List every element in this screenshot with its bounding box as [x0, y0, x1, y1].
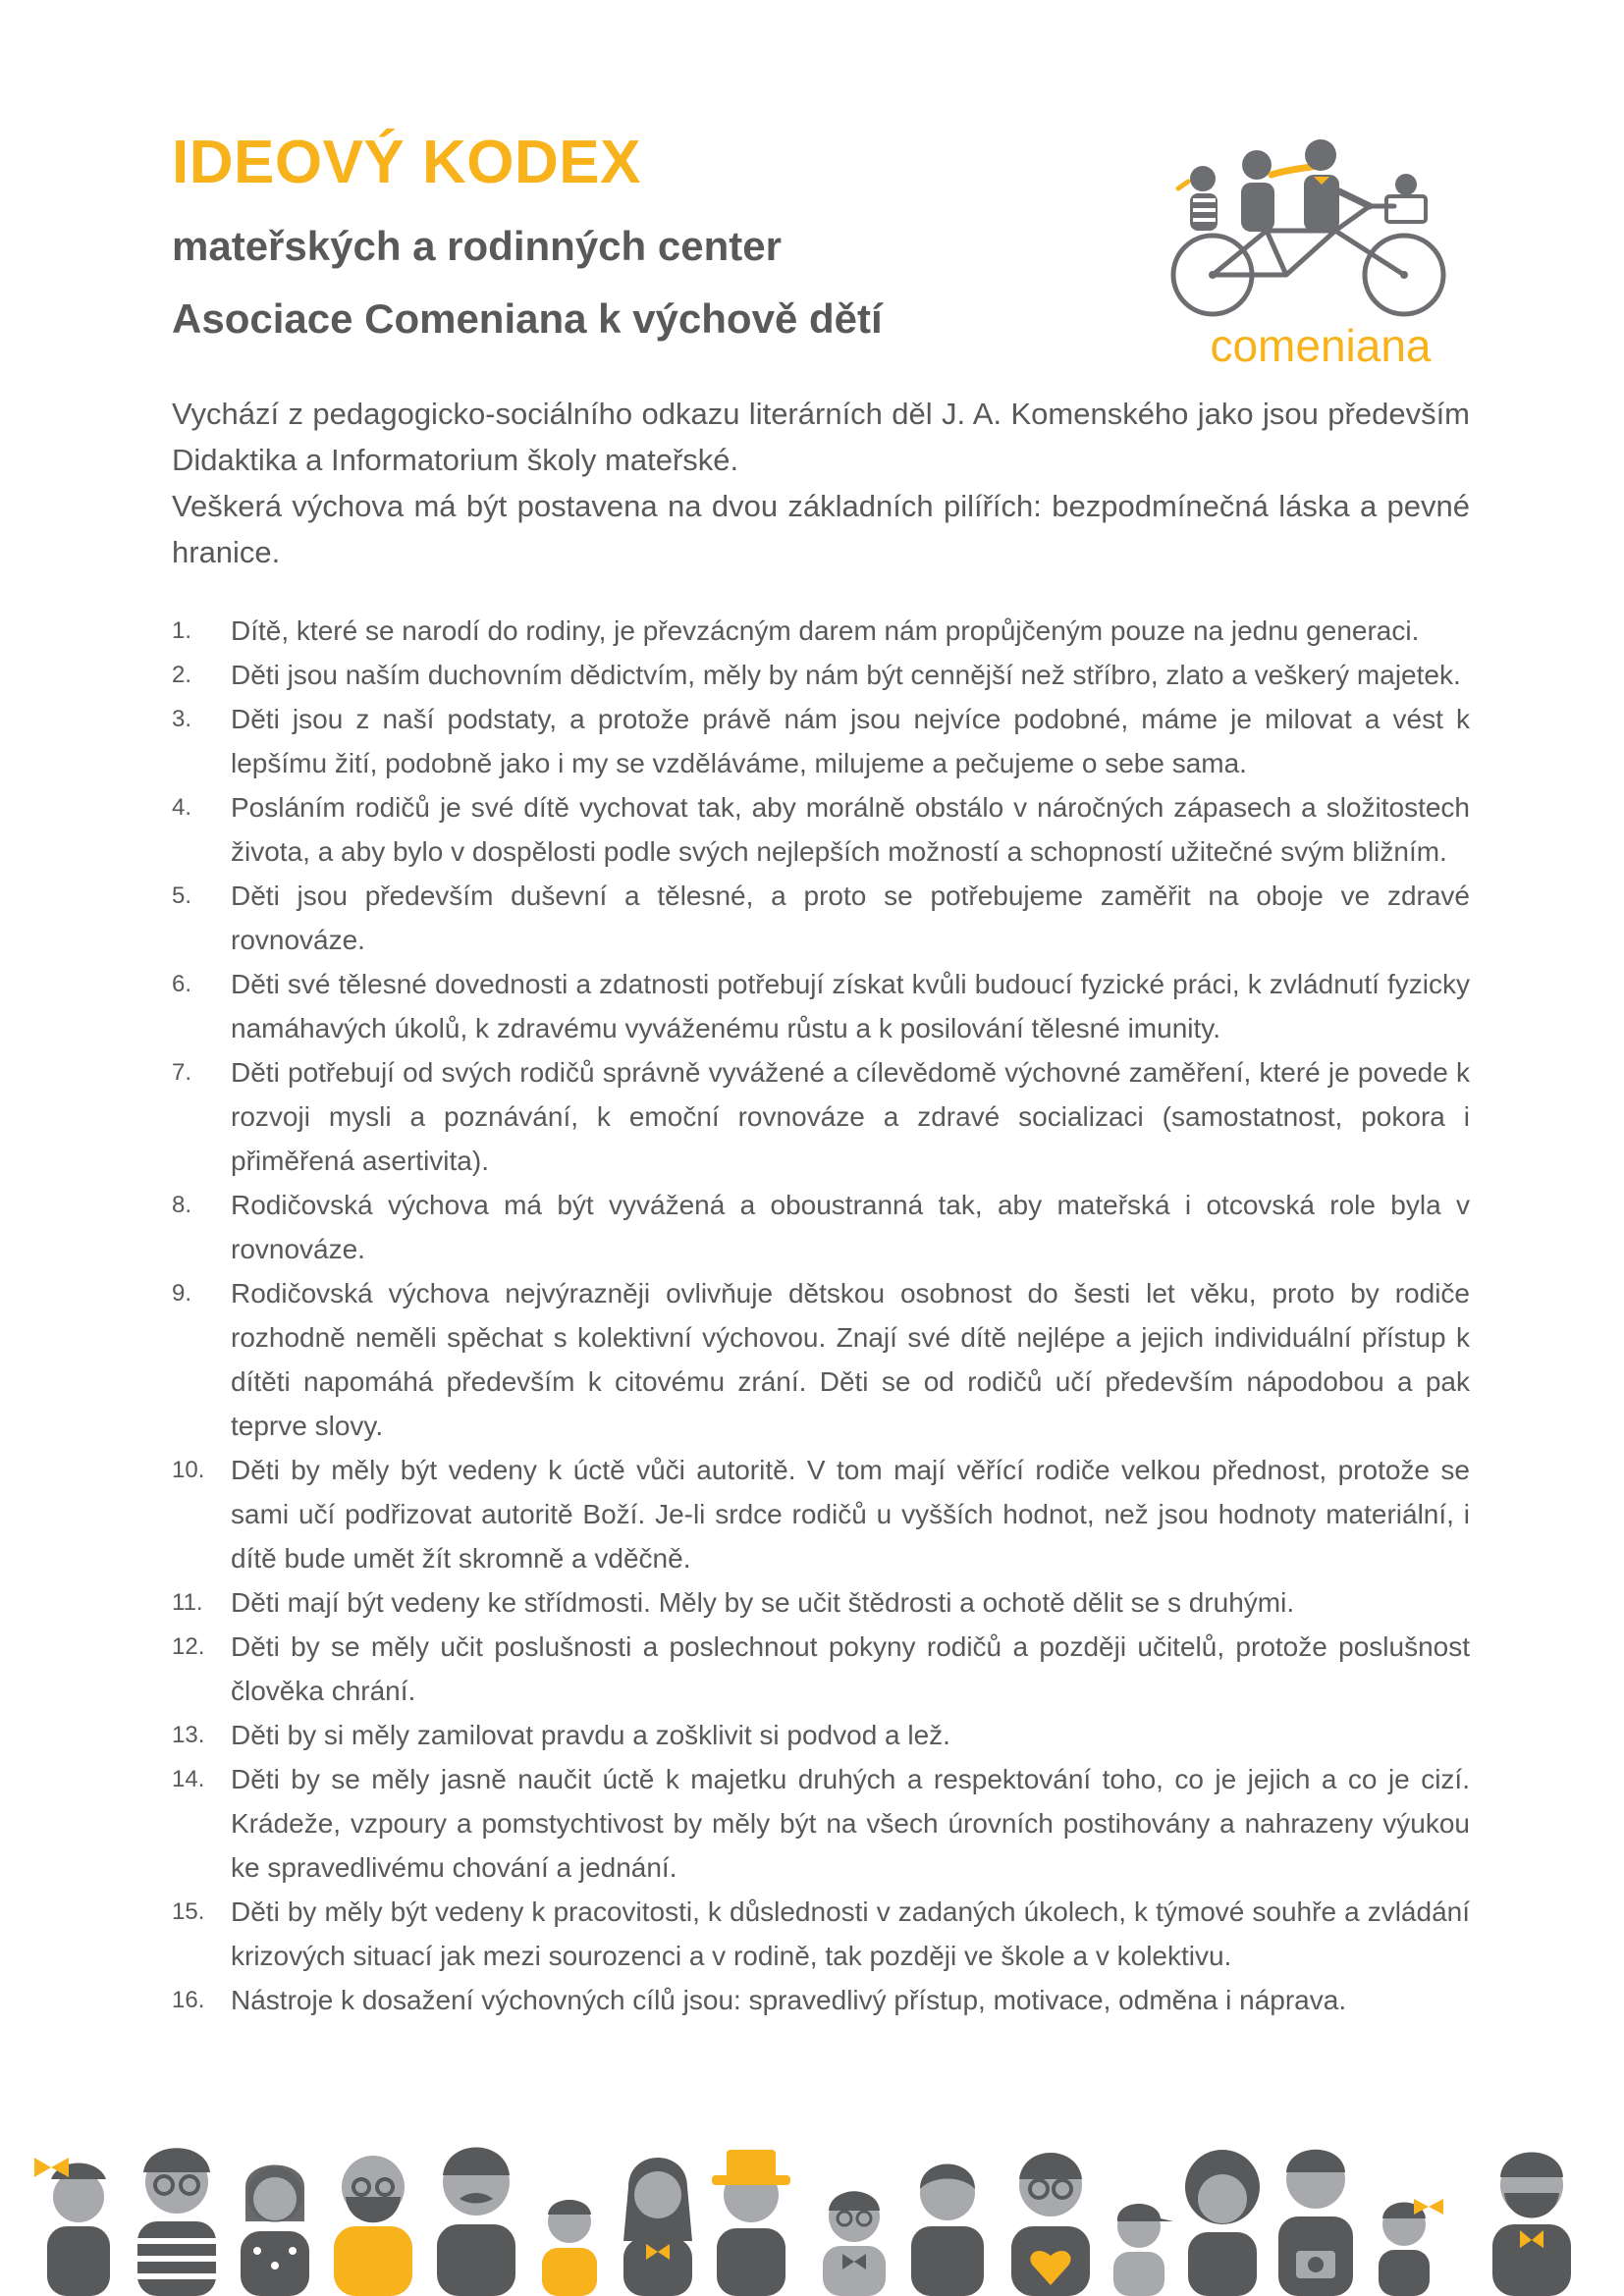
list-item	[172, 1890, 1470, 1978]
list-item-number: 9.	[172, 1280, 192, 1307]
person-figure	[542, 2200, 597, 2296]
list-item-number: 13.	[172, 1722, 205, 1748]
list-item	[172, 1713, 1470, 1757]
list-item	[172, 962, 1470, 1050]
list-item-number: 2.	[172, 662, 192, 688]
list-item-text: Děti by měly být vedeny k úctě vůči autoritě. V tom mají věřící rodiče velkou přednost, protože se sami učí podřizovat autoritě Boží. Je-li srdce rodičů u vyšších hodnot, než jsou hodnoty materiální, i dítě bude umět žít skromně a vděčně.	[231, 1455, 1470, 1574]
rules-list	[172, 609, 1470, 2022]
list-item	[172, 874, 1470, 962]
list-item-number: 7.	[172, 1059, 192, 1086]
person-figure	[623, 2158, 692, 2296]
list-item-text: Děti své tělesné dovednosti a zdatnosti potřebují získat kvůli budoucí fyzické práci, k zvládnutí fyzicky namáhavých úkolů, k zdravému vyváženému růstu a k posilování tělesné imunity.	[231, 969, 1470, 1043]
list-item	[172, 785, 1470, 874]
list-item-text: Děti jsou především duševní a tělesné, a proto se potřebujeme zaměřit na oboje ve zdravé rovnováze.	[231, 881, 1470, 955]
list-item	[172, 697, 1470, 785]
list-item-text: Děti by měly být vedeny k pracovitosti, k důslednosti v zadaných úkolech, k týmové souhře a zvládání krizových situací jak mezi sourozenci a v rodině, tak později ve škole a v kolektivu.	[231, 1896, 1470, 1971]
person-figure	[823, 2191, 886, 2296]
list-item-number: 16.	[172, 1987, 205, 2013]
comeniana-logo	[1159, 137, 1483, 373]
list-item-number: 10.	[172, 1457, 205, 1483]
list-item-number: 4.	[172, 794, 192, 821]
intro-text	[172, 391, 1470, 575]
list-item-text: Děti by se měly jasně naučit úctě k majetku druhých a respektování toho, co je jejich a co je cizí. Krádeže, vzpoury a pomstychtivost by měly být na všech úrovních postihovány a nahrazeny výukou ke spravedlivému chování a jednání.	[231, 1764, 1470, 1883]
list-item-text: Dítě, které se narodí do rodiny, je převzácným darem nám propůjčeným pouze na jednu generaci.	[231, 615, 1420, 646]
list-item-text: Nástroje k dosažení výchovných cílů jsou: spravedlivý přístup, motivace, odměna i náprava.	[231, 1985, 1347, 2015]
list-item-text: Rodičovská výchova má být vyvážená a oboustranná tak, aby mateřská i otcovská role byla v rovnováze.	[231, 1190, 1470, 1264]
person-figure	[1278, 2150, 1353, 2296]
list-item-text: Děti by si měly zamilovat pravdu a zošklivit si podvod a lež.	[231, 1720, 950, 1750]
list-item	[172, 653, 1470, 697]
list-item-text: Posláním rodičů je své dítě vychovat tak, aby morálně obstálo v náročných zápasech a složitostech života, a aby bylo v dospělosti podle svých nejlepších možností a schopností užitečné svým bližním.	[231, 792, 1470, 867]
list-item	[172, 1625, 1470, 1713]
list-item	[172, 1757, 1470, 1890]
list-item-text: Rodičovská výchova nejvýrazněji ovlivňuje dětskou osobnost do šesti let věku, proto by rodiče rozhodně neměli spěchat s kolektivní výchovou. Znají své dítě nejlépe a jejich individuální přístup k dítěti napomáhá především k citovému zrání. Děti se od rodičů učí především nápodobou a pak teprve slovy.	[231, 1278, 1470, 1441]
list-item-number: 15.	[172, 1898, 205, 1925]
list-item-number: 3.	[172, 706, 192, 732]
document-title: IDEOVÝ KODEX	[172, 129, 641, 196]
list-item	[172, 1271, 1470, 1448]
list-item-text: Děti potřebují od svých rodičů správně vyvážené a cílevědomě výchovné zaměření, které je povede k rozvoji mysli a poznávání, k emoční rovnováze a zdravé socializaci (samostatnost, pokora i přiměřená asertivita).	[231, 1057, 1470, 1176]
person-figure	[1011, 2153, 1090, 2296]
list-item-number: 1.	[172, 617, 192, 644]
list-item-number: 6.	[172, 971, 192, 997]
list-item	[172, 1580, 1470, 1625]
list-item	[172, 1448, 1470, 1580]
person-figure	[34, 2158, 110, 2296]
person-figure	[911, 2164, 984, 2296]
list-item	[172, 609, 1470, 653]
list-item-number: 5.	[172, 882, 192, 909]
list-item	[172, 1978, 1470, 2022]
person-figure	[1379, 2199, 1443, 2296]
intro-paragraph-2: Veškerá výchova má být postavena na dvou základních pilířích: bezpodmínečná láska a pevné hranice.	[172, 489, 1470, 569]
person-figure	[437, 2148, 515, 2296]
list-item-text: Děti mají být vedeny ke střídmosti. Měly by se učit štědrosti a ochotě dělit se s druhými.	[231, 1587, 1295, 1618]
list-item	[172, 1050, 1470, 1183]
person-figure	[1185, 2150, 1260, 2296]
list-item-number: 8.	[172, 1192, 192, 1218]
person-figure	[1492, 2153, 1571, 2296]
document-subtitle-line-2: Asociace Comeniana k výchově dětí	[172, 295, 883, 342]
person-figure	[241, 2165, 309, 2296]
list-item-number: 11.	[172, 1589, 203, 1616]
list-item-text: Děti jsou naším duchovním dědictvím, měly by nám být cennější než stříbro, zlato a veškerý majetek.	[231, 660, 1461, 690]
person-figure	[137, 2148, 216, 2296]
person-figure	[1113, 2204, 1173, 2296]
people-row-illustration	[0, 2128, 1624, 2296]
logo-wordmark: comeniana	[1210, 320, 1432, 371]
list-item	[172, 1183, 1470, 1271]
document-subtitle-line-1: mateřských a rodinných center	[172, 223, 782, 269]
person-figure	[712, 2150, 790, 2296]
list-item-text: Děti jsou z naší podstaty, a protože právě nám jsou nejvíce podobné, máme je milovat a vést k lepšímu žití, podobně jako i my se vzděláváme, milujeme a pečujeme o sebe sama.	[231, 704, 1470, 778]
tandem-bicycle-family-icon	[1173, 139, 1443, 314]
list-item-number: 12.	[172, 1633, 205, 1660]
intro-paragraph-1: Vychází z pedagogicko-sociálního odkazu literárních děl J. A. Komenského jako jsou především Didaktika a Informatorium školy mateřské.	[172, 397, 1470, 477]
list-item-number: 14.	[172, 1766, 205, 1792]
person-figure	[334, 2156, 412, 2296]
list-item-text: Děti by se měly učit poslušnosti a poslechnout pokyny rodičů a později učitelů, protože poslušnost člověka chrání.	[231, 1631, 1470, 1706]
